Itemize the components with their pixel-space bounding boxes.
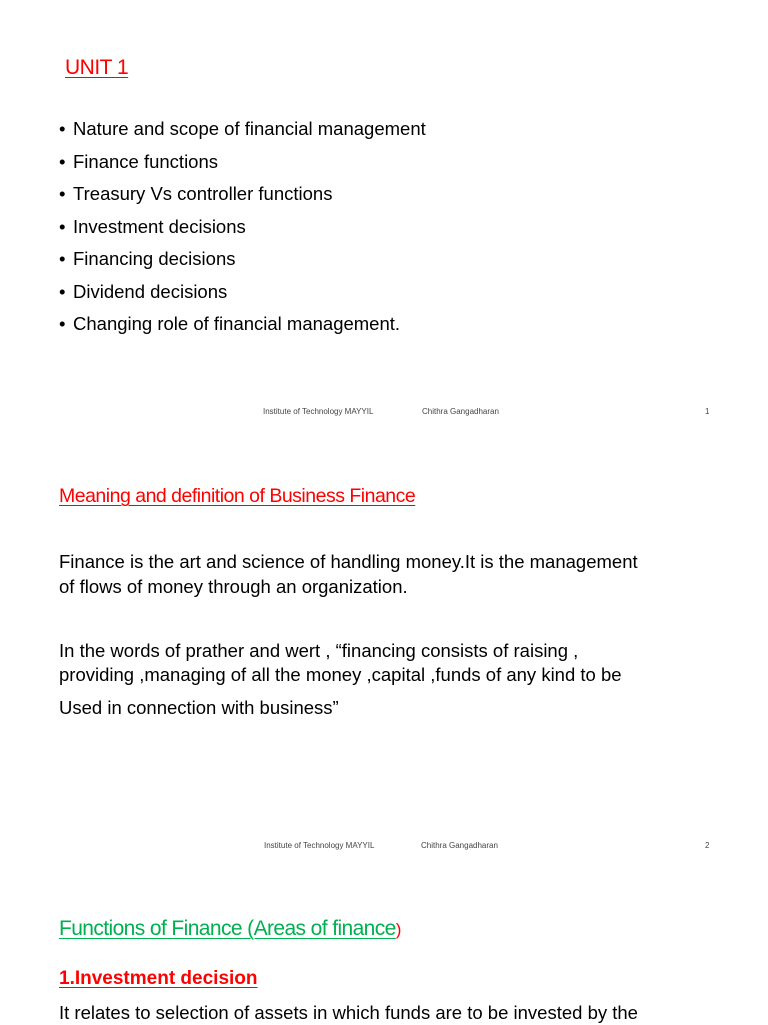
- quote-line-2: providing ,managing of all the money ,capital ,funds of any kind to be: [59, 664, 622, 685]
- slide-2-title: Meaning and definition of Business Finance: [59, 485, 416, 507]
- definition-line-2: of flows of money through an organization.: [59, 576, 408, 597]
- list-item: • Investment decisions: [59, 215, 246, 237]
- topic-list: [59, 113, 426, 341]
- footer-author: Chithra Gangadharan: [422, 407, 499, 416]
- footer-page-number: 1: [705, 407, 710, 416]
- slide-3-title: Functions of Finance (Areas of finance): [59, 917, 402, 940]
- investment-decision-heading: 1.Investment decision: [59, 968, 258, 989]
- list-item: • Dividend decisions: [59, 280, 228, 302]
- list-item: • Financing decisions: [59, 248, 236, 269]
- slide-1: [0, 0, 768, 432]
- list-item: • Finance functions: [59, 150, 219, 172]
- footer-institute: Institute of Technology MAYYIL: [263, 407, 374, 416]
- investment-decision-text: It relates to selection of assets in which funds are to be invested by the: [59, 1002, 638, 1023]
- slide-2: [0, 432, 768, 864]
- list-item: • Changing role of financial management.: [59, 313, 401, 334]
- footer-author: Chithra Gangadharan: [421, 841, 498, 850]
- quote-line-1: In the words of prather and wert , “financing consists of raising ,: [59, 640, 579, 661]
- footer-institute: Institute of Technology MAYYIL: [264, 841, 375, 850]
- quote-line-3: Used in connection with business”: [59, 697, 339, 718]
- list-item: • Treasury Vs controller functions: [59, 183, 333, 204]
- list-item: • Nature and scope of financial management: [59, 118, 426, 139]
- slide-1-title: UNIT 1: [65, 56, 129, 79]
- definition-line-1: Finance is the art and science of handling money.It is the management: [59, 551, 638, 572]
- slide-3: [0, 864, 768, 1024]
- footer-page-number: 2: [705, 841, 710, 850]
